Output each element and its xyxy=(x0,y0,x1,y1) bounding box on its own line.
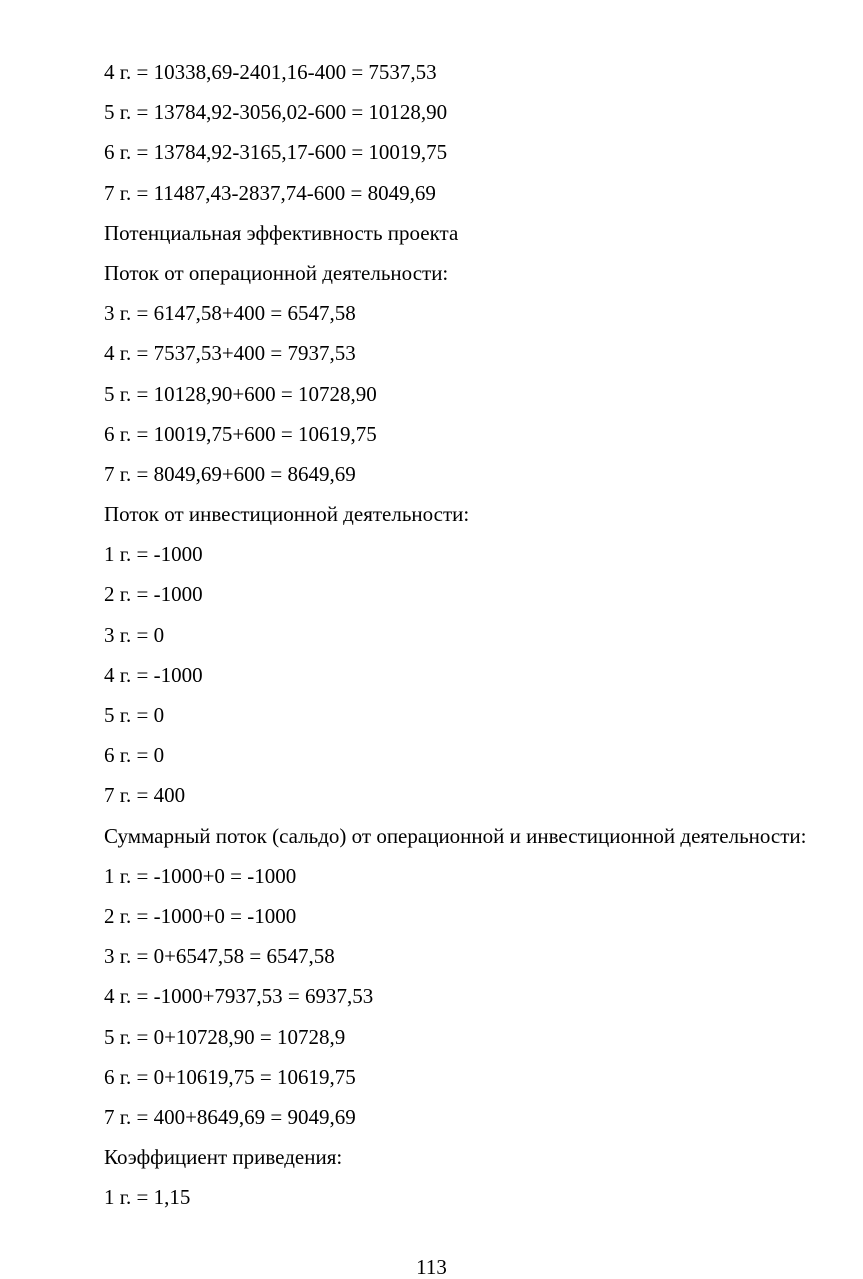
page-number: 113 xyxy=(416,1255,447,1279)
text-line: 5 г. = 10128,90+600 = 10728,90 xyxy=(104,381,377,406)
text-line: 6 г. = 13784,92-3165,17-600 = 10019,75 xyxy=(104,140,448,165)
text-line: 5 г. = 0 xyxy=(104,703,165,727)
text-line: 4 г. = -1000 xyxy=(104,662,203,687)
text-line: 3 г. = 0 xyxy=(104,622,165,647)
text-line: 3 г. = 6147,58+400 = 6547,58 xyxy=(104,301,356,326)
text-line: 4 г. = -1000+7937,53 = 6937,53 xyxy=(104,984,374,1009)
text-line: 7 г. = 400+8649,69 = 9049,69 xyxy=(104,1104,356,1129)
text-line: 2 г. = -1000 xyxy=(104,582,203,607)
text-line: 7 г. = 11487,43-2837,74-600 = 8049,69 xyxy=(104,180,436,205)
text-line: 6 г. = 0 xyxy=(104,743,165,768)
document-body xyxy=(44,52,824,1217)
section-heading-operating-flow: Поток от операционной деятельности: xyxy=(104,260,449,285)
section-heading-discount-coefficient: Коэффициент приведения: xyxy=(104,1145,343,1170)
text-line: 4 г. = 7537,53+400 = 7937,53 xyxy=(104,341,356,366)
text-line: 2 г. = -1000+0 = -1000 xyxy=(104,903,297,928)
text-line: 5 г. = 13784,92-3056,02-600 = 10128,90 xyxy=(104,100,448,125)
text-line: 1 г. = -1000+0 = -1000 xyxy=(104,863,297,888)
text-line: 3 г. = 0+6547,58 = 6547,58 xyxy=(104,944,335,969)
text-line: 6 г. = 10019,75+600 = 10619,75 xyxy=(104,421,377,446)
text-line: 6 г. = 0+10619,75 = 10619,75 xyxy=(104,1064,356,1089)
section-heading-potential-efficiency: Потенциальная эффективность проекта xyxy=(104,220,459,245)
section-heading-investment-flow: Поток от инвестиционной деятельности: xyxy=(104,502,470,527)
section-paragraph-total-flow: Суммарный поток (сальдо) от операционной и инвестиционной деятельности: xyxy=(104,823,807,848)
text-line: 5 г. = 0+10728,90 = 10728,9 xyxy=(104,1024,346,1049)
text-line: 7 г. = 400 xyxy=(104,783,186,808)
text-line: 7 г. = 8049,69+600 = 8649,69 xyxy=(104,461,356,486)
text-line: 1 г. = -1000 xyxy=(104,542,203,567)
text-line: 4 г. = 10338,69-2401,16-400 = 7537,53 xyxy=(104,60,437,84)
text-line: 1 г. = 1,15 xyxy=(104,1185,191,1210)
